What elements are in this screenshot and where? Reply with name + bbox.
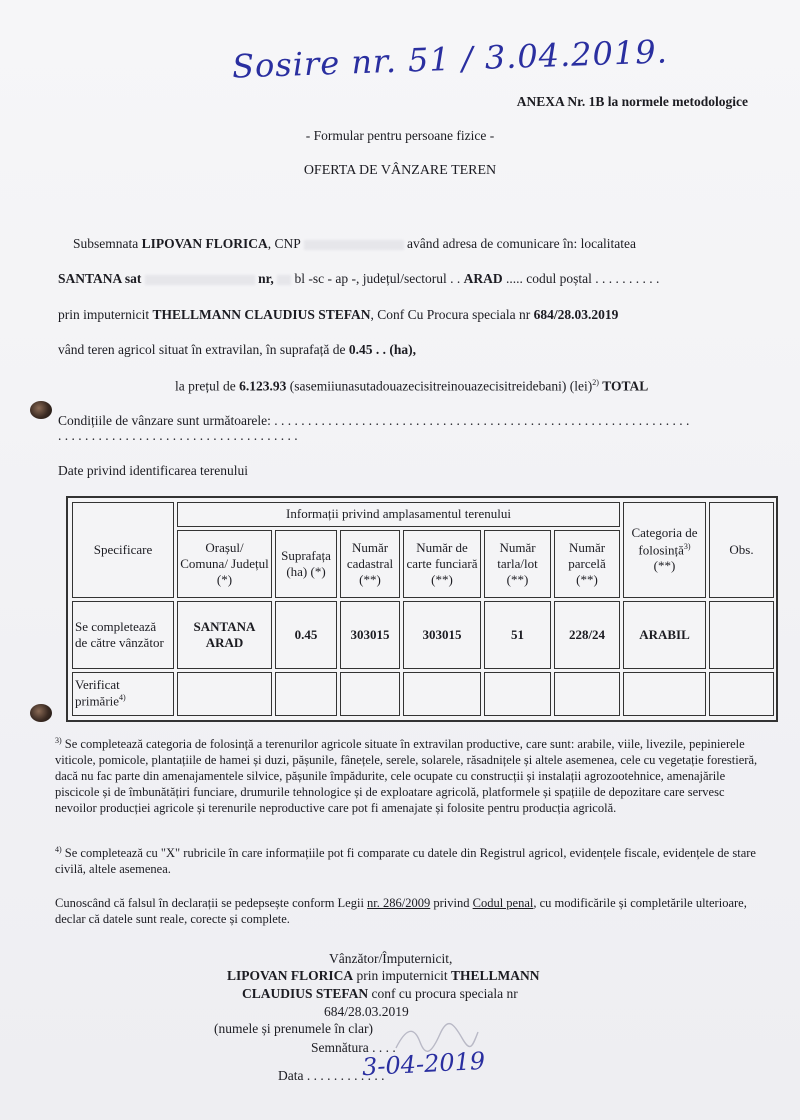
header-land-book: Număr de carte funciară (**) bbox=[403, 530, 481, 598]
header-category bbox=[623, 502, 706, 598]
row-verified-surface bbox=[275, 672, 337, 716]
row-seller-parcel: 228/24 bbox=[554, 601, 620, 669]
signature-label: Semnătura . . . . bbox=[311, 1040, 396, 1055]
punch-hole-bottom bbox=[30, 704, 52, 722]
header-category-footnote: 3) bbox=[683, 541, 691, 551]
price-words: (sasemiiunasutadouazecisitreinouazecisitreidebani) bbox=[289, 378, 567, 394]
row-verified-category bbox=[623, 672, 706, 716]
declaration-b: privind bbox=[433, 896, 470, 910]
signature-line-1 bbox=[227, 968, 540, 984]
row-verified-city bbox=[177, 672, 272, 716]
declaration-a: Cunoscând că falsul în declarații se pedepsește conform Legii bbox=[55, 896, 364, 910]
proxy-line bbox=[58, 307, 618, 323]
row-verified-footnote: 4) bbox=[119, 693, 126, 703]
footnote-4 bbox=[55, 842, 760, 877]
date-label: Data . . . . . . . . . . . . bbox=[278, 1068, 385, 1083]
punch-hole-top bbox=[30, 401, 52, 419]
price-value: 6.123.93 bbox=[239, 378, 287, 394]
handwritten-registration-note: Sosire nr. 51 / 3.04.2019. bbox=[231, 32, 669, 86]
row-verified-text: Verificat primărie bbox=[75, 677, 120, 709]
redacted-number bbox=[277, 275, 291, 285]
footnote-4-marker: 4) bbox=[55, 845, 62, 854]
footnote-3-marker: 3) bbox=[55, 736, 62, 745]
footnote-3-text: Se completează categoria de folosință a terenurilor agricole situate în extravilan productive, care sunt: arabile, viile, livezile, pepinierele viticole, pomicole, plantațiile de hamei și duzi, pășunile, fânețele, serele, solarele, răsadnițele și altele asemenea, cele cu vegetație forestieră, dacă nu fac parte din amenajamentele silvice, pășunile împădurite, cele ocupate cu construcții și instalații agrozootehnice, amenajările piscicole și de îmbunătățiri funciare, drumurile tehnologice și de exploatare agricolă, platformele și spațiile de depozitare care servesc nevoilor producției agricole și terenurile neproductive care pot fi amenajate și folosite pentru producția agricolă. bbox=[55, 737, 758, 816]
signature-proxy-1: THELLMANN bbox=[451, 968, 540, 983]
seller-line bbox=[73, 236, 636, 252]
price-unit: (lei) bbox=[569, 378, 593, 394]
proxy-conf: , Conf Cu Procura speciala nr bbox=[370, 307, 531, 322]
proxy-prefix: prin imputernicit bbox=[58, 307, 150, 322]
annex-title: ANEXA Nr. 1B la normele metodologice bbox=[516, 94, 748, 109]
signature-proxy-2: CLAUDIUS STEFAN bbox=[242, 986, 369, 1001]
postal-code: ..... codul poștal . . . . . . . . . . bbox=[506, 271, 660, 286]
land-line bbox=[58, 342, 416, 358]
row-verified-land-book bbox=[403, 672, 481, 716]
row-verified-parcel bbox=[554, 672, 620, 716]
header-city: Orașul/ Comuna/ Județul (*) bbox=[177, 530, 272, 598]
seller-name: LIPOVAN FLORICA bbox=[141, 236, 268, 251]
header-specificare: Specificare bbox=[72, 502, 174, 598]
row-verified-cadastral bbox=[340, 672, 400, 716]
locality: SANTANA sat bbox=[58, 271, 142, 286]
declaration bbox=[55, 895, 760, 927]
address-line bbox=[58, 271, 659, 287]
header-tarla-lot: Număr tarla/lot (**) bbox=[484, 530, 551, 598]
seller-prefix: Subsemnata bbox=[73, 236, 139, 251]
proxy-name: THELLMANN CLAUDIUS STEFAN bbox=[152, 307, 371, 322]
county: ARAD bbox=[463, 271, 503, 286]
redacted-cnp bbox=[304, 240, 404, 250]
row-seller-label: Se completează de către vânzător bbox=[72, 601, 174, 669]
header-obs: Obs. bbox=[709, 502, 774, 598]
signature-seller: LIPOVAN FLORICA bbox=[227, 968, 354, 983]
conditions-continuation: . . . . . . . . . . . . . . . . . . . . . . . . . . . . . . . . . . . . bbox=[58, 428, 298, 443]
signature-conf: conf cu procura speciala nr bbox=[371, 986, 518, 1001]
redacted-village bbox=[145, 275, 255, 285]
price-prefix: la prețul de bbox=[175, 378, 236, 394]
row-seller-land-book: 303015 bbox=[403, 601, 481, 669]
price-footnote-ref: 2) bbox=[592, 378, 599, 387]
declaration-c: , cu modificările și completările ulterioare, declar că datele sunt reale, corecte și complete. bbox=[55, 896, 747, 926]
price-total: TOTAL bbox=[602, 378, 649, 394]
form-title: OFERTA DE VÂNZARE TEREN bbox=[303, 163, 497, 178]
address-intro: având adresa de comunicare în: localitatea bbox=[407, 236, 637, 251]
footnote-3 bbox=[55, 733, 760, 816]
signature-line-2 bbox=[242, 986, 518, 1002]
header-surface: Suprafața (ha) (*) bbox=[275, 530, 337, 598]
row-seller-tarla: 51 bbox=[484, 601, 551, 669]
declaration-code-link: Codul penal bbox=[472, 896, 534, 910]
row-verified-tarla bbox=[484, 672, 551, 716]
header-category-suffix: (**) bbox=[653, 558, 676, 574]
identification-heading: Date privind identificarea terenului bbox=[58, 463, 249, 478]
header-group-location: Informații privind amplasamentul terenului bbox=[177, 502, 620, 527]
header-cadastral: Număr cadastral (**) bbox=[340, 530, 400, 598]
row-seller-surface: 0.45 bbox=[275, 601, 337, 669]
signature-clear-name: (numele și prenumele în clar) bbox=[214, 1021, 373, 1036]
signature-via: prin imputernicit bbox=[356, 968, 448, 983]
row-seller-obs bbox=[709, 601, 774, 669]
land-surface: 0.45 . . (ha), bbox=[348, 342, 417, 357]
signature-number: 684/28.03.2019 bbox=[324, 1004, 409, 1019]
row-seller-cadastral: 303015 bbox=[340, 601, 400, 669]
land-prefix: vând teren agricol situat în extravilan, în suprafață de bbox=[58, 342, 346, 357]
row-verified-label bbox=[72, 672, 174, 716]
header-category-label: Categoria de folosință bbox=[631, 525, 698, 558]
header-parcel: Număr parcelă (**) bbox=[554, 530, 620, 598]
declaration-law-link: nr. 286/2009 bbox=[367, 896, 431, 910]
land-table bbox=[66, 496, 778, 722]
cnp-label: , CNP bbox=[267, 236, 301, 251]
handwritten-date: 3-04-2019 bbox=[361, 1046, 486, 1082]
form-type: - Formular pentru persoane fizice - bbox=[305, 128, 495, 143]
address-bl: bl -sc - ap -, județul/sectorul . . bbox=[294, 271, 461, 286]
row-seller-city: SANTANA ARAD bbox=[177, 601, 272, 669]
conditions-line: Condițiile de vânzare sunt următoarele: . . . . . . . . . . . . . . . . . . . . . . . . . . . . . . . . . . . . . . . . . . . . . . . . . . . . . . . . . . . . . . bbox=[58, 413, 690, 428]
row-verified-obs bbox=[709, 672, 774, 716]
proxy-number: 684/28.03.2019 bbox=[533, 307, 619, 322]
footnote-4-text: Se completează cu "X" rubricile în care informațiile pot fi comparate cu datele din Registrul agricol, evidențele fiscale, evidențele de stare civilă, altele asemenea. bbox=[55, 846, 756, 877]
signature-role: Vânzător/Împuternicit, bbox=[329, 951, 453, 966]
row-seller-category: ARABIL bbox=[623, 601, 706, 669]
address-nr: nr, bbox=[258, 271, 274, 286]
price-line bbox=[175, 378, 648, 395]
